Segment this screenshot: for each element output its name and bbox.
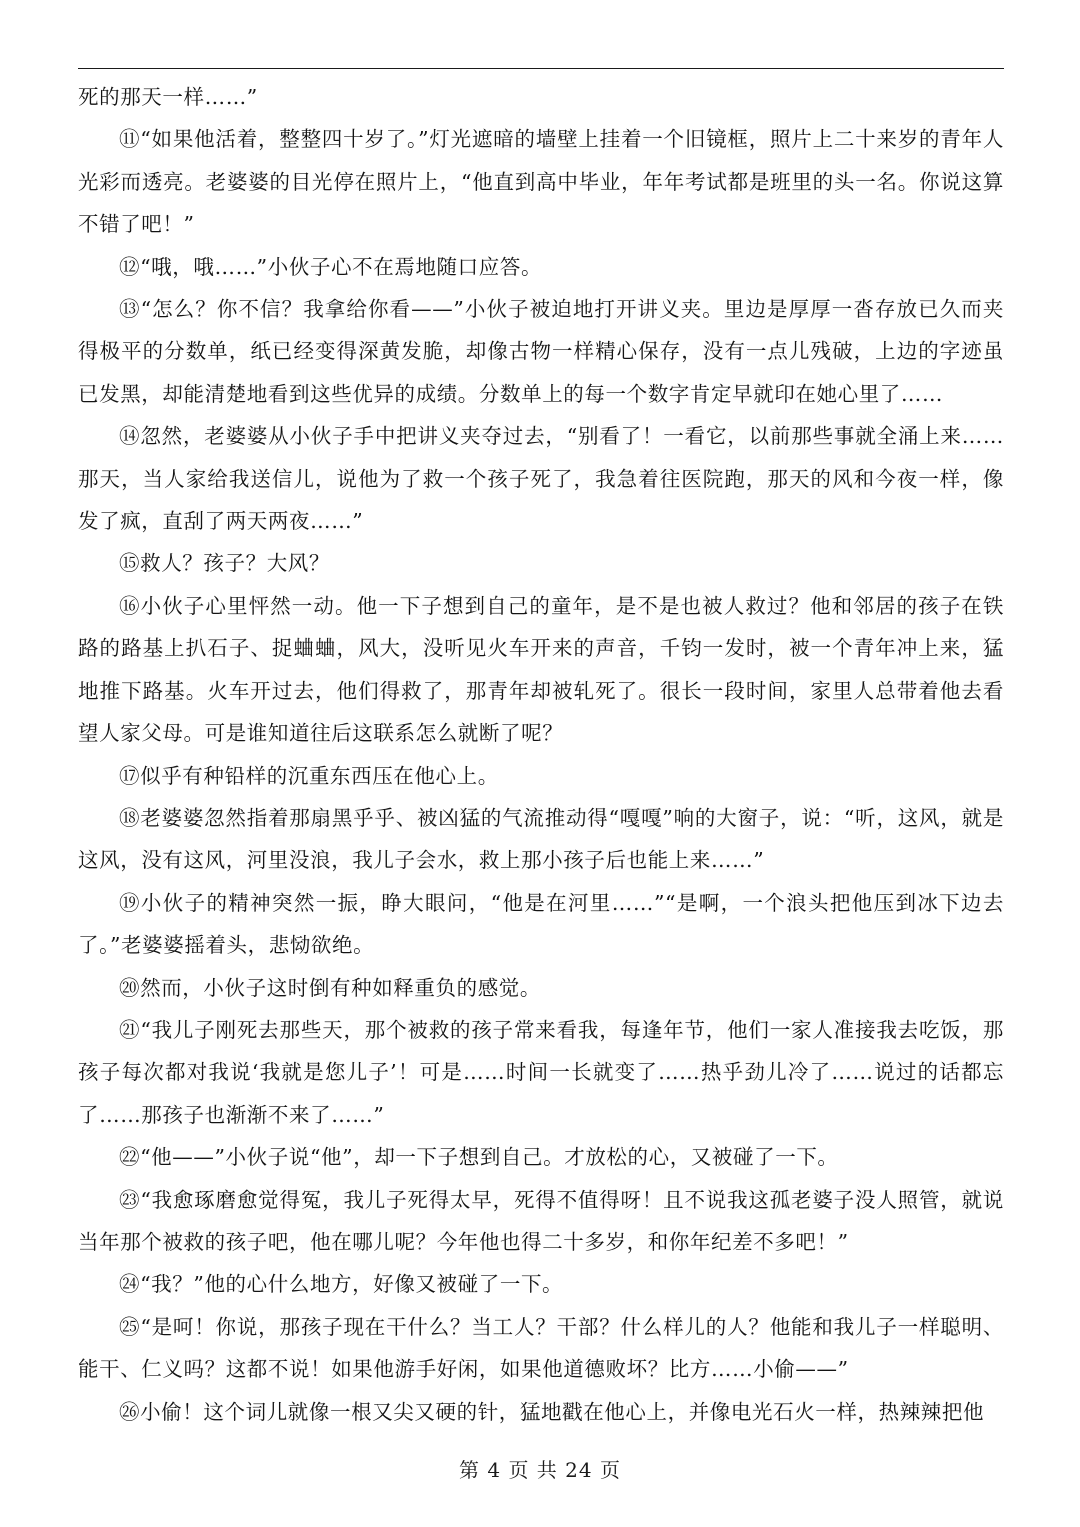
paragraph-11: ⑪“如果他活着，整整四十岁了。”灯光遮暗的墙壁上挂着一个旧镜框，照片上二十来岁的青年人光彩而透亮。老婆婆的目光停在照片上，“他直到高中毕业，年年考试都是班里的头一名。你说这算不错了吧！” [78, 127, 1004, 237]
paragraph-16: ⑯小伙子心里怦然一动。他一下子想到自己的童年，是不是也被人救过？他和邻居的孩子在铁路的路基上扒石子、捉蛐蛐，风大，没听见火车开来的声音，千钧一发时，被一个青年冲上来，猛地推下路基。火车开过去，他们得救了，那青年却被轧死了。很长一段时间，家里人总带着他去看望人家父母。可是谁知道往后这联系怎么就断了呢？ [78, 593, 1004, 746]
paragraph-21: ㉑“我儿子刚死去那些天，那个被救的孩子常来看我，每逢年节，他们一家人准接我去吃饭，那孩子每次都对我说‘我就是您儿子’！可是……时间一长就变了……热乎劲儿冷了……说过的话都忘了……那孩子也渐渐不来了……” [78, 1017, 1004, 1127]
paragraph-17: ⑰似乎有种铅样的沉重东西压在他心上。 [119, 763, 499, 788]
paragraph-continuation: 死的那天一样……” [78, 85, 258, 109]
paragraph-15: ⑮救人？孩子？大风？ [119, 551, 330, 576]
paragraph-19: ⑲小伙子的精神突然一振，睁大眼问，“他是在河里……”“是啊，一个浪头把他压到冰下边去了。”老婆婆摇着头，悲恸欲绝。 [78, 890, 1004, 958]
paragraph-25: ㉕“是呵！你说，那孩子现在干什么？当工人？干部？什么样儿的人？他能和我儿子一样聪明、能干、仁义吗？这都不说！如果他游手好闲，如果他道德败坏？比方……小偷——” [78, 1314, 1004, 1382]
paragraph-14: ⑭忽然，老婆婆从小伙子手中把讲义夹夺过去，“别看了！一看它，以前那些事就全涌上来……那天，当人家给我送信儿，说他为了救一个孩子死了，我急着往医院跑，那天的风和今夜一样，像发了疯，直刮了两天两夜……” [78, 424, 1004, 534]
paragraph-26: ㉖小偷！这个词儿就像一根又尖又硬的针，猛地戳在他心上，并像电光石火一样，热辣辣把他 [119, 1399, 985, 1424]
paragraph-20: ⑳然而，小伙子这时倒有种如释重负的感觉。 [119, 975, 541, 1000]
paragraph-13: ⑬“怎么？你不信？我拿给你看——”小伙子被迫地打开讲义夹。里边是厚厚一沓存放已久而夹得极平的分数单，纸已经变得深黄发脆，却像古物一样精心保存，没有一点儿残破，上边的字迹虽已发黑，却能清楚地看到这些优异的成绩。分数单上的每一个数字肯定早就印在她心里了…… [78, 297, 1004, 406]
paragraph-24: ㉔“我？”他的心什么地方，好像又被碰了一下。 [119, 1272, 564, 1297]
paragraph-23: ㉓“我愈琢磨愈觉得冤，我儿子死得太早，死得不值得呀！且不说我这孤老婆子没人照管，就说当年那个被救的孩子吧，他在哪儿呢？今年他也得二十多岁，和你年纪差不多吧！” [78, 1187, 1004, 1254]
paragraph-18: ⑱老婆婆忽然指着那扇黑乎乎、被凶猛的气流推动得“嘎嘎”响的大窗子，说：“听，这风，就是这风，没有这风，河里没浪，我儿子会水，救上那小孩子后也能上来……” [78, 805, 1004, 873]
paragraph-22: ㉒“他——”小伙子说“他”，却一下子想到自己。才放松的心，又被碰了一下。 [119, 1145, 839, 1170]
document-body [78, 76, 1004, 1433]
paragraph-12: ⑫“哦，哦……”小伙子心不在焉地随口应答。 [119, 254, 543, 279]
header-rule [78, 68, 1004, 69]
page-number: 第 4 页 共 24 页 [459, 1458, 621, 1482]
